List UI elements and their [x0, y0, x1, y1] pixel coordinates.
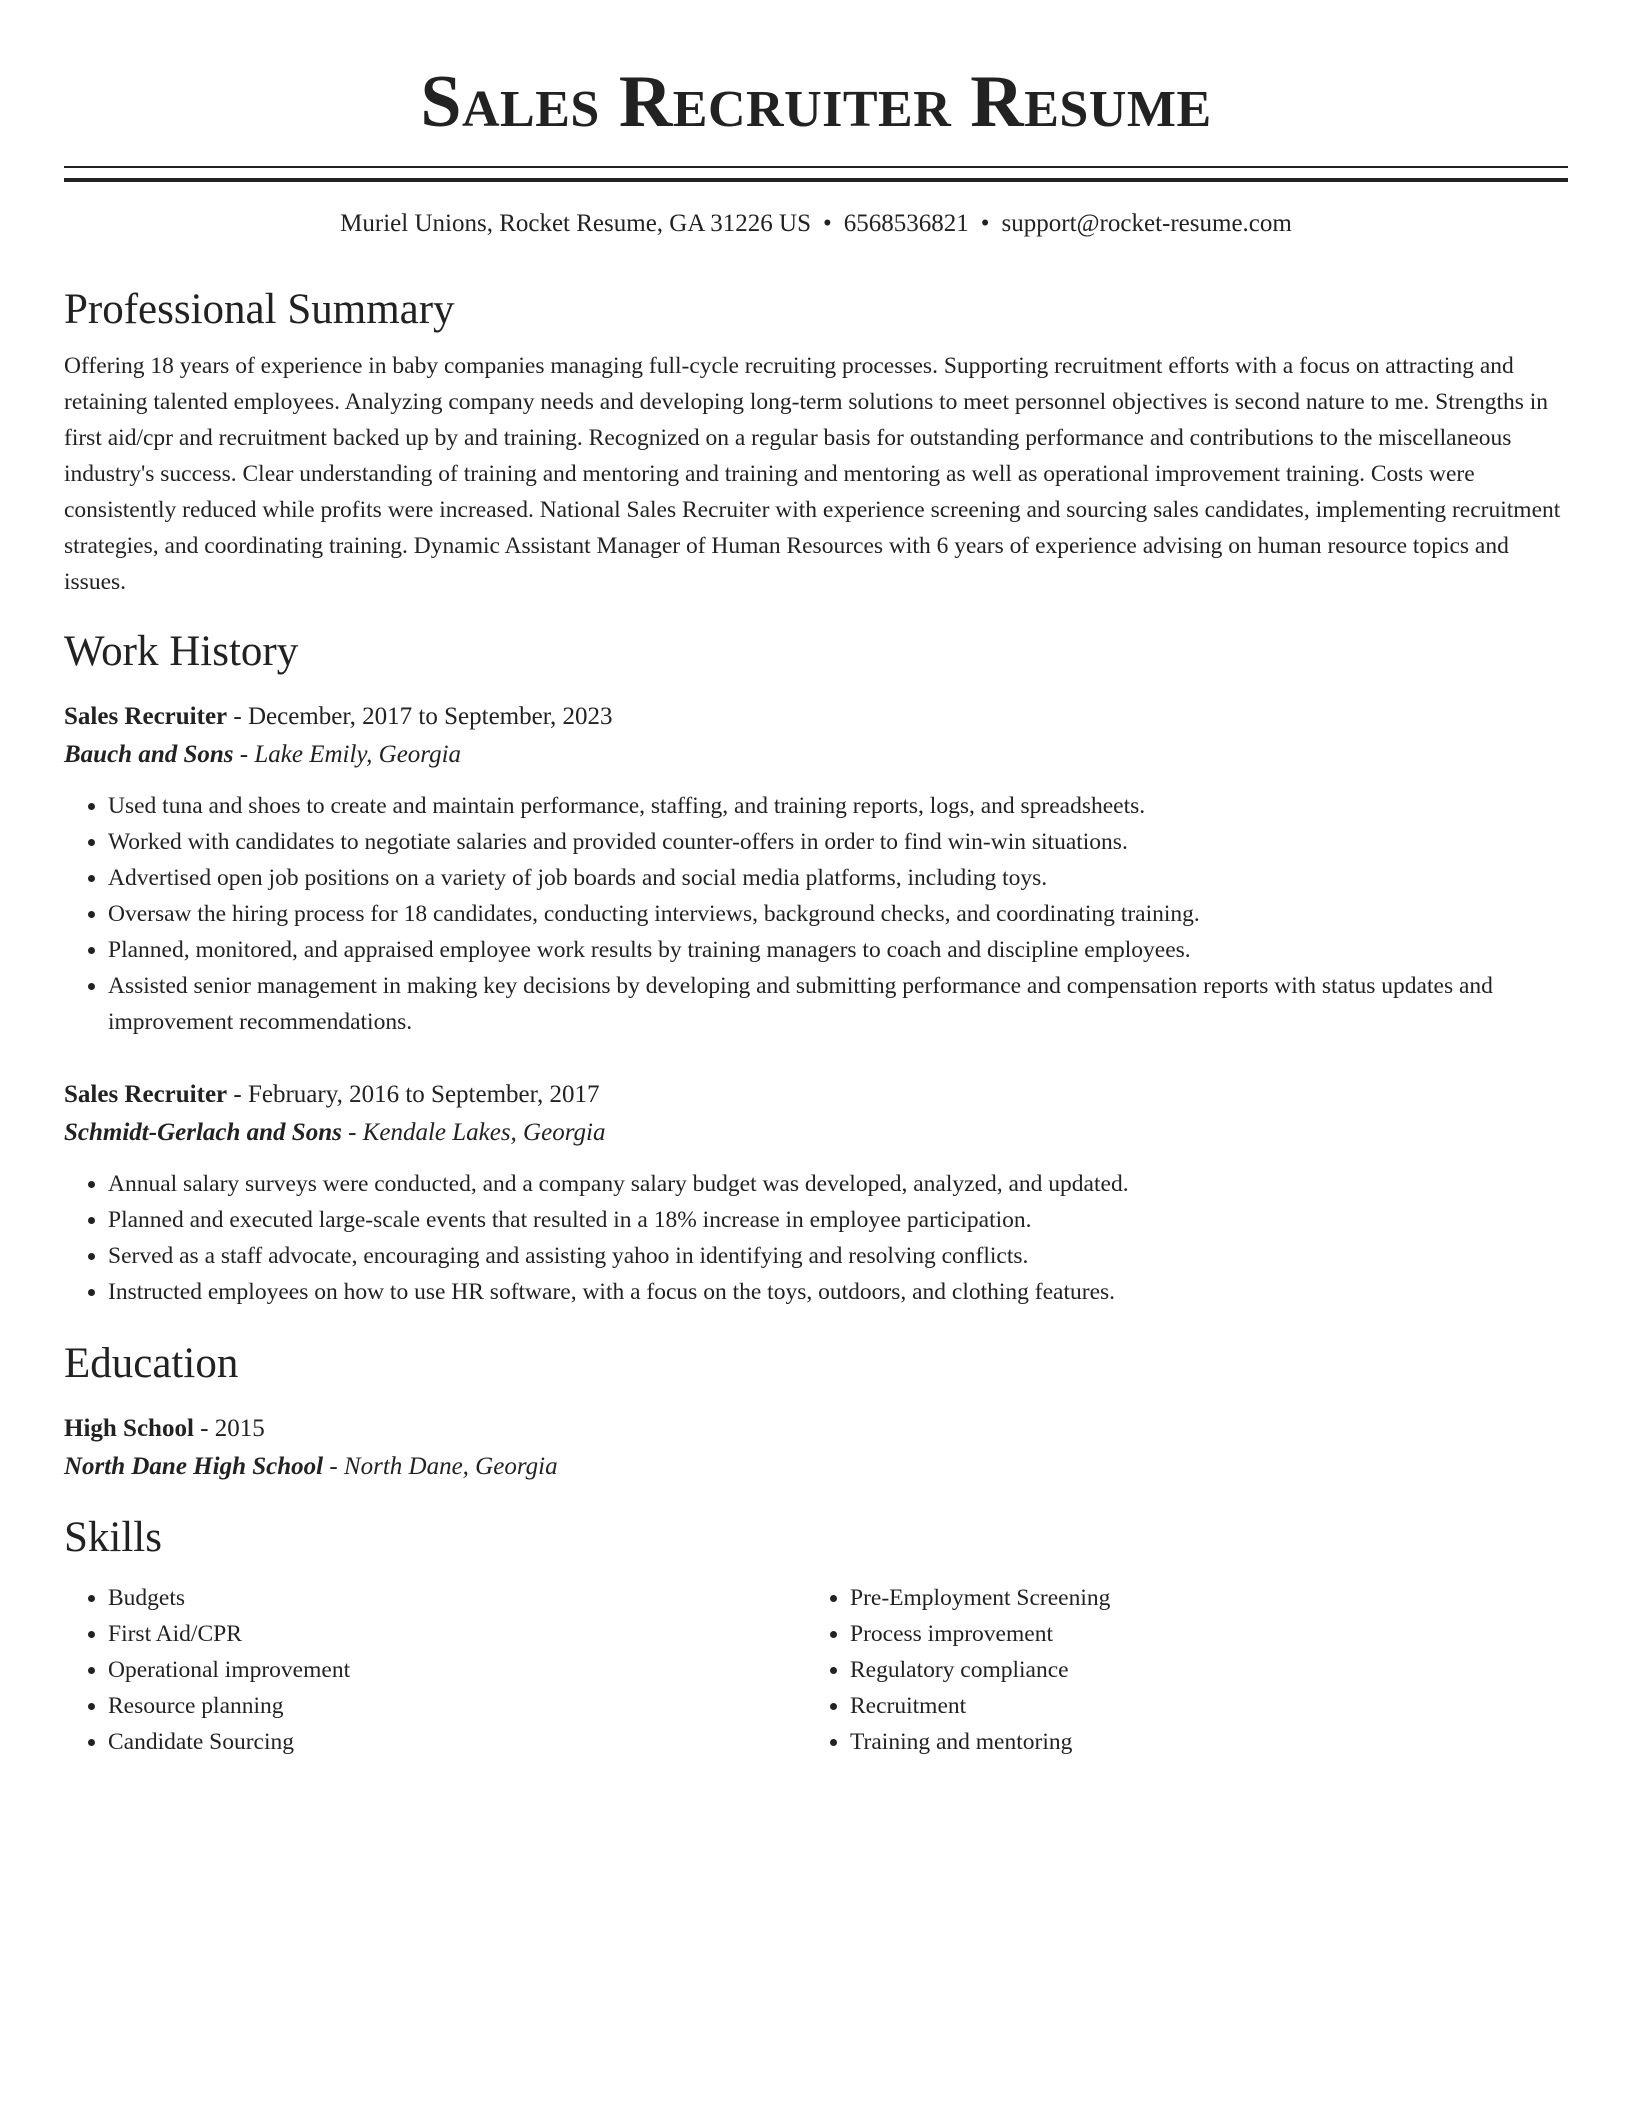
contact-separator: • — [823, 210, 832, 237]
job-title-line — [64, 1076, 1568, 1114]
skill-item: • Resource planning — [108, 1688, 806, 1724]
job-title: Sales Recruiter — [64, 1081, 228, 1108]
work-history-heading: Work History — [64, 628, 299, 675]
contact-phone: 6568536821 — [843, 210, 969, 237]
skills-column-left — [64, 1580, 806, 1760]
skill-item: • Budgets — [108, 1580, 806, 1616]
job-bullet: • Used tuna and shoes to create and maintain performance, staffing, and training reports, logs, and spreadsheets. — [108, 788, 1568, 824]
job-dates: - February, 2016 to September, 2017 — [227, 1081, 600, 1108]
job-entry — [64, 698, 1568, 1040]
school-line — [64, 1448, 1568, 1486]
summary-heading: Professional Summary — [64, 286, 455, 333]
contact-separator: • — [980, 210, 990, 237]
skill-item: • Candidate Sourcing — [108, 1724, 806, 1760]
skill-item: • Recruitment — [850, 1688, 1548, 1724]
skills-grid — [64, 1580, 1568, 1760]
job-bullets — [64, 1166, 1568, 1310]
contact-address: Muriel Unions, Rocket Resume, GA 31226 US — [340, 210, 811, 237]
job-dates: - December, 2017 to September, 2023 — [227, 703, 613, 730]
skill-item: • Process improvement — [850, 1616, 1548, 1652]
job-company-line — [64, 1114, 1568, 1152]
job-bullet: • Planned and executed large-scale events that resulted in a 18% increase in employee participation. — [108, 1202, 1568, 1238]
job-location: - Kendale Lakes, Georgia — [341, 1119, 606, 1146]
resume-title: Sales Recruiter Resume — [420, 61, 1212, 143]
job-bullet: • Assisted senior management in making key decisions by developing and submitting performance and compensation reports with status updates and improvement recommendations. — [108, 968, 1568, 1040]
job-bullet: • Annual salary surveys were conducted, and a company salary budget was developed, analyzed, and updated. — [108, 1166, 1568, 1202]
resume-page — [64, 0, 1568, 1760]
job-bullet: • Worked with candidates to negotiate salaries and provided counter-offers in order to find win-win situations. — [108, 824, 1568, 860]
job-bullet: • Instructed employees on how to use HR software, with a focus on the toys, outdoors, and clothing features. — [108, 1274, 1568, 1310]
job-bullet: • Planned, monitored, and appraised employee work results by training managers to coach and discipline employees. — [108, 932, 1568, 968]
school-location: - North Dane, Georgia — [323, 1453, 558, 1480]
skills-column-right — [806, 1580, 1548, 1760]
job-bullet: • Advertised open job positions on a variety of job boards and social media platforms, including toys. — [108, 860, 1568, 896]
job-company: Schmidt-Gerlach and Sons — [64, 1119, 342, 1146]
job-company-line — [64, 736, 1568, 774]
job-entry — [64, 1076, 1568, 1310]
title-divider — [64, 166, 1568, 182]
skill-item: • Operational improvement — [108, 1652, 806, 1688]
job-company: Bauch and Sons — [64, 741, 234, 768]
summary-text: Offering 18 years of experience in baby companies managing full-cycle recruiting processes. Supporting recruitment efforts with a focus on attracting and retaining talented employees. Analyzing company needs and developing long-term solutions to meet personnel objectives is second nature to me. Strengths in first aid/cpr and recruitment backed up by and training. Recognized on a regular basis for outstanding performance and contributions to the miscellaneous industry's success. Clear understanding of training and mentoring and training and mentoring as well as operational improvement training. Costs were consistently reduced while profits were increased. National Sales Recruiter with experience screening and sourcing sales candidates, implementing recruitment strategies, and coordinating training. Dynamic Assistant Manager of Human Resources with 6 years of experience advising on human resource topics and issues. — [64, 353, 1561, 595]
job-bullet: • Oversaw the hiring process for 18 candidates, conducting interviews, background checks, and coordinating training. — [108, 896, 1568, 932]
job-bullets — [64, 788, 1568, 1040]
skill-item: • Training and mentoring — [850, 1724, 1548, 1760]
contact-email: support@rocket-resume.com — [1001, 210, 1292, 237]
degree-line — [64, 1410, 1568, 1448]
skill-item: • First Aid/CPR — [108, 1616, 806, 1652]
degree-year: - 2015 — [193, 1415, 265, 1442]
skill-item: • Pre-Employment Screening — [850, 1580, 1548, 1616]
degree: High School — [64, 1415, 194, 1442]
education-heading: Education — [64, 1340, 239, 1387]
skill-item: • Regulatory compliance — [850, 1652, 1548, 1688]
job-location: - Lake Emily, Georgia — [233, 741, 462, 768]
job-title: Sales Recruiter — [64, 703, 228, 730]
contact-line — [64, 208, 1568, 240]
education-entry — [64, 1410, 1568, 1486]
school-name: North Dane High School — [64, 1453, 324, 1480]
job-bullet: • Served as a staff advocate, encouraging and assisting yahoo in identifying and resolving conflicts. — [108, 1238, 1568, 1274]
job-title-line — [64, 698, 1568, 736]
skills-heading: Skills — [64, 1514, 162, 1561]
